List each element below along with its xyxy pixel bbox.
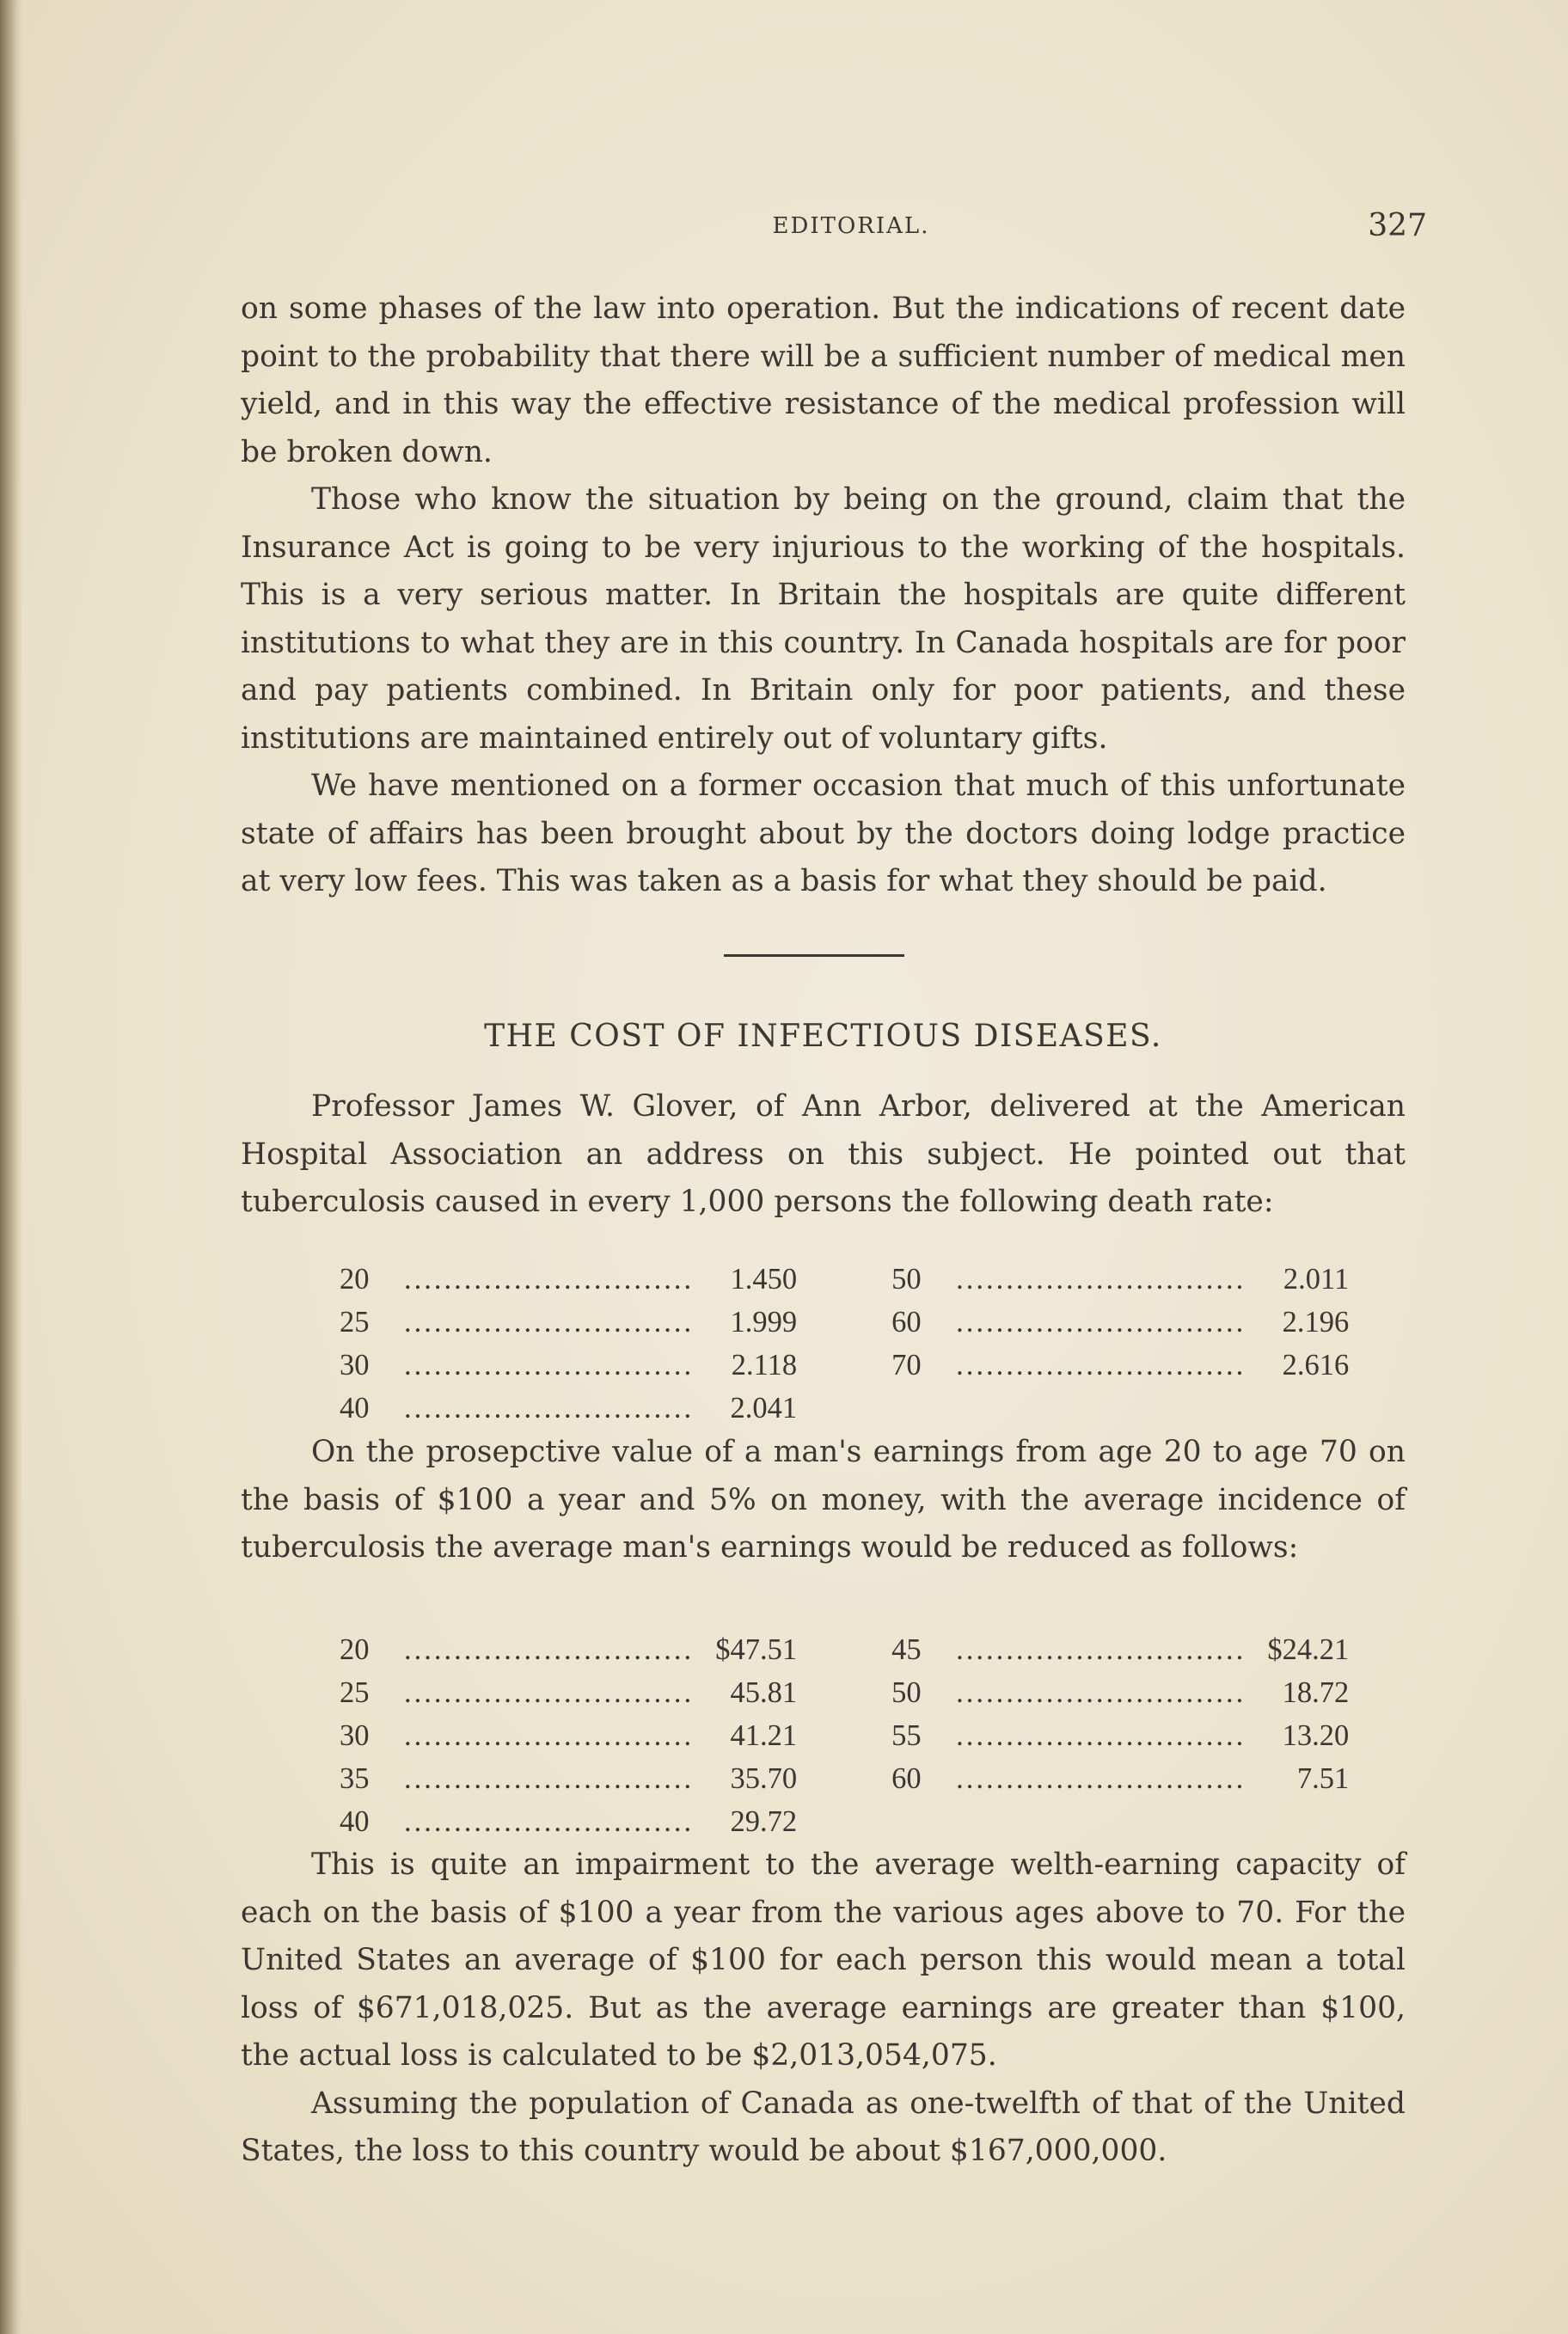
- column-gap: [797, 1628, 891, 1671]
- earnings-age: 30: [340, 1719, 370, 1752]
- leader-dots: .............................: [956, 1633, 1246, 1666]
- death_rates-age: 25: [340, 1306, 370, 1339]
- leader-dots: .............................: [404, 1349, 695, 1381]
- leader-dots: .............................: [956, 1676, 1246, 1709]
- column-gap: [797, 1387, 891, 1430]
- column-gap: [797, 1258, 891, 1301]
- death_rates-value: 1.999: [730, 1306, 798, 1339]
- earnings-value: 13.20: [1282, 1719, 1350, 1752]
- earnings-age: 35: [340, 1762, 370, 1795]
- earnings-row: [340, 1757, 1349, 1800]
- death_rates-age: 30: [340, 1349, 370, 1381]
- leader-dots: .............................: [956, 1719, 1246, 1752]
- leader-dots: .............................: [404, 1676, 695, 1709]
- leader-dots: .............................: [404, 1719, 695, 1752]
- section-divider: [724, 954, 904, 957]
- death-rate-table: [340, 1258, 1349, 1430]
- earnings-row: [340, 1714, 1349, 1757]
- death_rates-age: 70: [891, 1349, 922, 1381]
- column-gap: [797, 1800, 891, 1843]
- death_rates-row: [340, 1387, 1349, 1430]
- leader-dots: .............................: [956, 1263, 1246, 1296]
- earnings-age: 55: [891, 1719, 922, 1752]
- death_rates-value: 1.450: [730, 1263, 798, 1296]
- death_rates-value: [1246, 1387, 1349, 1430]
- earnings-value: [1246, 1800, 1349, 1843]
- article-middle: [241, 1429, 1406, 1572]
- earnings-value: $24.21: [1267, 1633, 1350, 1666]
- earnings-row: [340, 1671, 1349, 1714]
- earnings-value: 18.72: [1282, 1676, 1350, 1709]
- earnings-value: 35.70: [730, 1762, 798, 1795]
- earnings-value: 41.21: [730, 1719, 798, 1752]
- leader-dots: .............................: [404, 1306, 695, 1339]
- column-gap: [797, 1714, 891, 1757]
- leader-dots: .............................: [404, 1762, 695, 1795]
- leader-dots: .............................: [404, 1392, 695, 1424]
- leader-dots: .............................: [956, 1306, 1246, 1339]
- death_rates-row: [340, 1258, 1349, 1301]
- earnings-age: 45: [891, 1633, 922, 1666]
- middle-paragraph: On the prosepctive value of a man's earnings from age 20 to age 70 on the basis of $100 a year and 5% on money, with the average incidence of tuberculosis the average man's earnings would be reduced as follows:: [241, 1435, 1406, 1565]
- earnings-value: 7.51: [1296, 1762, 1350, 1795]
- leader-dots: .............................: [404, 1633, 695, 1666]
- intro-paragraph: Professor James W. Glover, of Ann Arbor, delivered at the American Hospital Association an address on this subject. He pointed out that tuberculosis caused in every 1,000 persons the following death rate:: [241, 1089, 1406, 1219]
- earnings-age: 40: [340, 1805, 370, 1838]
- page-binding-edge: [0, 0, 22, 2334]
- death_rates-age: 40: [340, 1392, 370, 1424]
- leader-dots: [956, 1800, 1246, 1843]
- column-gap: [797, 1671, 891, 1714]
- earnings-value: $47.51: [715, 1633, 798, 1666]
- earnings-table: [340, 1628, 1349, 1843]
- death_rates-row: [340, 1344, 1349, 1387]
- running-head-title: EDITORIAL.: [772, 213, 930, 239]
- death_rates-age: 50: [891, 1263, 922, 1296]
- paragraph-3: We have mentioned on a former occasion that much of this unfortunate state of affairs has been brought about by the doctors doing lodge practice at very low fees. This was taken as a basis for what they should be paid.: [241, 769, 1406, 898]
- leader-dots: .............................: [956, 1349, 1246, 1381]
- closing-paragraph-2: Assuming the population of Canada as one-twelfth of that of the United States, the loss to this country would be about $167,000,000.: [241, 2086, 1406, 2168]
- article-title: THE COST OF INFECTIOUS DISEASES.: [484, 1019, 1162, 1054]
- death_rates-row: [340, 1301, 1349, 1344]
- leader-dots: .............................: [404, 1805, 695, 1838]
- earnings-value: 45.81: [730, 1676, 798, 1709]
- death_rates-age: [891, 1387, 956, 1430]
- page-number: 327: [1368, 208, 1427, 243]
- death_rates-age: 20: [340, 1263, 370, 1296]
- paragraph-1: on some phases of the law into operation. But the indications of recent date point to the probability that there will be a sufficient number of medical men yield, and in this way the effective resistance of the medical profession will be broken down.: [241, 291, 1406, 469]
- earnings-age: 60: [891, 1762, 922, 1795]
- earnings-row: [340, 1628, 1349, 1671]
- earnings-row: [340, 1800, 1349, 1843]
- earnings-value: 29.72: [730, 1805, 798, 1838]
- death_rates-value: 2.616: [1282, 1349, 1350, 1381]
- earnings-age: 20: [340, 1633, 370, 1666]
- death_rates-value: 2.196: [1282, 1306, 1350, 1339]
- death_rates-value: 2.118: [731, 1349, 798, 1381]
- paragraph-2: Those who know the situation by being on the ground, claim that the Insurance Act is going to be very injurious to the working of the hospitals. This is a very serious matter. In Britain the hospitals are quite different institutions to what they are in this country. In Canada hospitals are for poor and pay patients combined. In Britain only for poor patients, and these institutions are maintained entirely out of voluntary gifts.: [241, 482, 1406, 756]
- earnings-age: 25: [340, 1676, 370, 1709]
- article-closing: [241, 1841, 1406, 2176]
- leader-dots: .............................: [404, 1263, 695, 1296]
- closing-paragraph-1: This is quite an impairment to the average welth-earning capacity of each on the basis of $100 a year from the various ages above to 70. For the United States an average of $100 for each person this would mean a total loss of $671,018,025. But as the average earnings are greater than $100, the actual loss is calculated to be $2,013,054,075.: [241, 1847, 1406, 2073]
- leader-dots: [956, 1387, 1246, 1430]
- column-gap: [797, 1301, 891, 1344]
- earnings-age: [891, 1800, 956, 1843]
- editorial-body: [241, 285, 1406, 906]
- column-gap: [797, 1344, 891, 1387]
- running-head: [241, 208, 1427, 248]
- article-intro: [241, 1083, 1406, 1227]
- leader-dots: .............................: [956, 1762, 1246, 1795]
- column-gap: [797, 1757, 891, 1800]
- earnings-age: 50: [891, 1676, 922, 1709]
- death_rates-value: 2.041: [730, 1392, 798, 1424]
- death_rates-value: 2.011: [1283, 1263, 1350, 1296]
- death_rates-age: 60: [891, 1306, 922, 1339]
